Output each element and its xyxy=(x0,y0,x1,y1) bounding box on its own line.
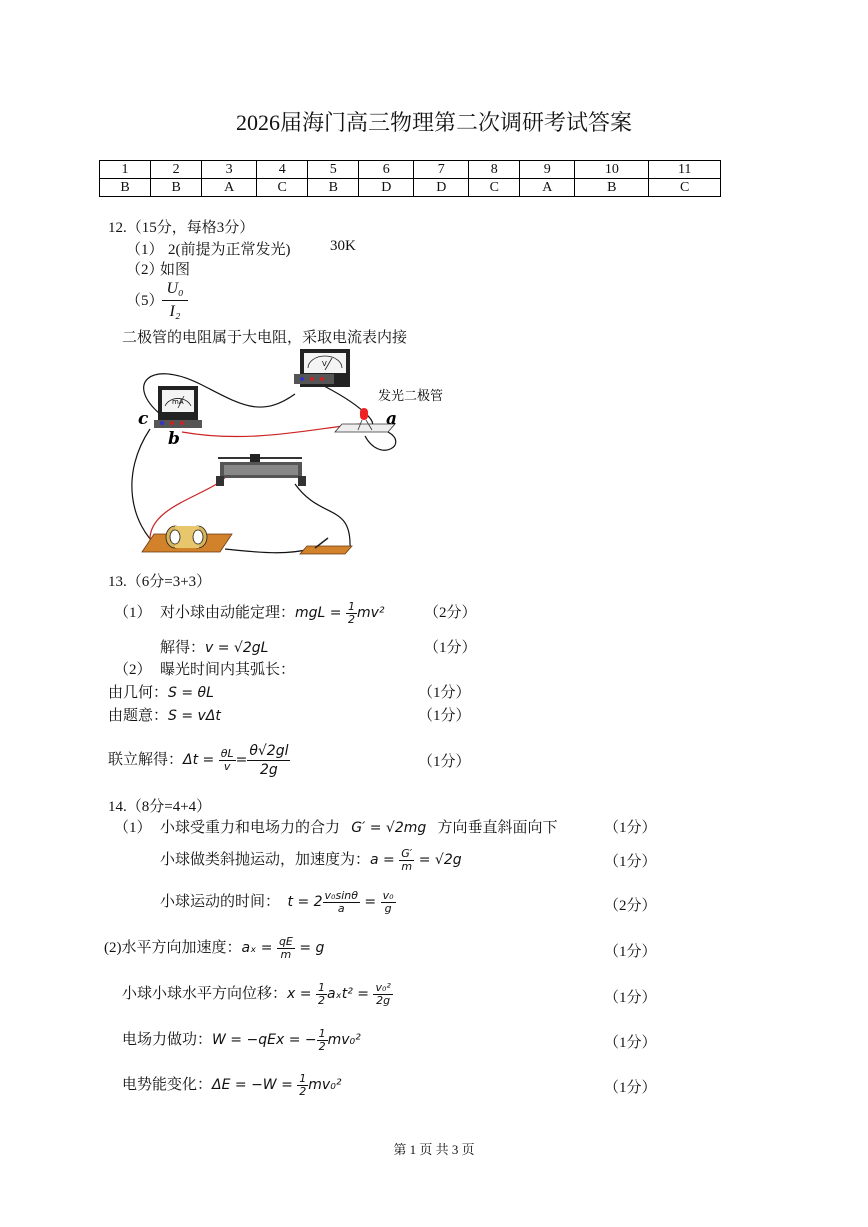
q14-l1-score: （1分） xyxy=(604,820,657,836)
led-label: 发光二极管 xyxy=(378,389,444,404)
fraction xyxy=(381,890,396,915)
wire-ma-to-battery xyxy=(132,429,160,549)
fraction-denominator: 2g xyxy=(260,762,278,778)
q14-l4 xyxy=(104,936,324,961)
table-cell: 9 xyxy=(520,161,575,179)
fraction xyxy=(317,1028,328,1053)
q14-l6-math-b: mv₀² xyxy=(327,1032,361,1048)
fraction-denominator: 2 xyxy=(317,994,325,1008)
q14-l6-score: （1分） xyxy=(604,1035,657,1051)
q14-l7-desc: 电势能变化： xyxy=(122,1077,213,1093)
table-cell: B xyxy=(308,179,359,197)
wire-led-a xyxy=(365,432,396,450)
milliammeter xyxy=(154,386,202,428)
table-cell: B xyxy=(575,179,649,197)
table-cell: 2 xyxy=(151,161,202,179)
q13-l5 xyxy=(108,704,221,725)
table-cell: 8 xyxy=(469,161,520,179)
q14-l5-score: （1分） xyxy=(604,990,657,1006)
table-cell: 10 xyxy=(575,161,649,179)
q14-l1 xyxy=(160,816,558,837)
q14-l1-desc: 小球受重力和电场力的合力 xyxy=(160,820,341,836)
fraction xyxy=(346,601,357,626)
table-cell: B xyxy=(100,179,151,197)
q14-l5 xyxy=(122,982,393,1007)
wire-ma-to-led-red xyxy=(182,424,360,437)
fraction-numerator: v₀ xyxy=(382,889,394,903)
table-cell: 4 xyxy=(257,161,308,179)
wire-battery-to-switch xyxy=(225,549,310,553)
fraction-numerator: θ√2gl xyxy=(249,743,289,759)
switch xyxy=(300,538,352,554)
q13-l6-score: （1分） xyxy=(418,754,471,770)
fraction xyxy=(277,936,295,961)
q13-l4 xyxy=(108,681,214,702)
table-cell: D xyxy=(414,179,469,197)
q12-part1-label: （1） xyxy=(126,242,164,258)
table-cell: C xyxy=(257,179,308,197)
answer-number-row xyxy=(100,161,721,179)
table-cell: A xyxy=(520,179,575,197)
fraction xyxy=(219,748,236,773)
led xyxy=(360,408,368,420)
q13-l2-desc: 解得： xyxy=(160,640,206,656)
answer-letter-row xyxy=(100,179,721,197)
q14-l4-desc: (2)水平方向加速度： xyxy=(104,940,242,956)
q12-part5-fraction xyxy=(162,278,188,323)
q14-l7-math-a: ΔE = −W = xyxy=(212,1077,298,1093)
table-cell: 5 xyxy=(308,161,359,179)
q13-l4-desc: 由几何： xyxy=(108,685,169,701)
fraction xyxy=(297,1073,308,1098)
q14-l3-desc: 小球运动的时间： xyxy=(160,894,281,910)
q13-l1-desc: 对小球由动能定理： xyxy=(160,605,296,621)
q13-l2-math: v = √2gL xyxy=(205,640,269,656)
fraction-numerator: qE xyxy=(278,935,293,949)
q13-l3-label: （2） xyxy=(114,662,152,678)
q13-l6-desc: 联立解得： xyxy=(108,751,184,768)
fraction-denominator: m xyxy=(280,948,292,962)
fraction xyxy=(323,890,360,915)
q13-l6 xyxy=(108,742,290,779)
table-cell: C xyxy=(649,179,721,197)
q14-l5-math-a: x = xyxy=(287,986,316,1002)
q12-note: 二极管的电阻属于大电阻，采取电流表内接 xyxy=(122,330,408,346)
fraction xyxy=(373,982,392,1007)
fraction-denominator: 2g xyxy=(376,994,391,1008)
q12-part2-answer: 如图 xyxy=(160,262,191,278)
q14-l1-desc2: 方向垂直斜面向下 xyxy=(437,820,558,836)
fraction xyxy=(247,742,290,779)
q12-part1-answer: 2(前提为正常发光) xyxy=(168,242,291,258)
q14-l2-math-a: a = xyxy=(370,852,400,868)
fraction-numerator: 1 xyxy=(347,600,355,614)
rheostat xyxy=(216,454,306,486)
fraction-denominator: v xyxy=(223,760,231,773)
fraction-numerator: U₀ xyxy=(162,278,188,301)
label-b: b xyxy=(168,429,180,449)
meter-ma-label: mA xyxy=(172,398,184,406)
fraction-denominator: g xyxy=(384,902,392,916)
page-footer: 第 1 页 共 3 页 xyxy=(393,1142,475,1157)
q13-l4-score: （1分） xyxy=(418,685,471,701)
q13-l1-label: （1） xyxy=(114,605,152,621)
q12-part5-label: （5） xyxy=(126,293,164,309)
q14-l2-math-b: = √2g xyxy=(414,852,462,868)
q14-l7-score: （1分） xyxy=(604,1080,657,1096)
q14-l7-math-b: mv₀² xyxy=(308,1077,342,1093)
q14-heading: 14.（8分=4+4） xyxy=(108,799,212,815)
fraction-denominator: a xyxy=(337,902,345,916)
q13-l1-text xyxy=(160,601,385,626)
fraction-numerator: 1 xyxy=(318,1027,326,1041)
table-cell: 3 xyxy=(202,161,257,179)
q13-l4-math: S = θL xyxy=(168,685,214,701)
label-c: c xyxy=(138,409,149,429)
voltmeter xyxy=(294,349,350,387)
q14-l4-math-a: aₓ = xyxy=(241,940,277,956)
table-cell: 6 xyxy=(359,161,414,179)
q13-l6-math-a: Δt = xyxy=(183,751,219,768)
q14-l3-eq: = xyxy=(359,894,381,910)
q14-l6-math-a: W = −qEx = − xyxy=(212,1032,317,1048)
q13-l2 xyxy=(160,636,268,657)
q14-l4-score: （1分） xyxy=(604,944,657,960)
q14-l3-math-a: t = 2 xyxy=(287,894,323,910)
fraction-numerator: 1 xyxy=(317,981,325,995)
q14-l3-score: （2分） xyxy=(604,898,657,914)
circuit-diagram xyxy=(120,344,460,566)
q14-l2-desc: 小球做类斜抛运动，加速度为： xyxy=(160,852,371,868)
q14-l2-score: （1分） xyxy=(604,854,657,870)
fraction-numerator: θL xyxy=(220,747,234,760)
meter-v-label: V xyxy=(322,360,327,368)
table-cell: D xyxy=(359,179,414,197)
q13-l6-eq: = xyxy=(235,751,248,768)
fraction-denominator: 2 xyxy=(299,1085,307,1099)
q13-heading: 13.（6分=3+3） xyxy=(108,574,212,590)
q12-part1-answer-b: 30K xyxy=(330,238,356,254)
fraction xyxy=(316,982,327,1007)
q13-l1-math-a: mgL = xyxy=(295,605,346,621)
q13-l2-score: （1分） xyxy=(424,640,477,656)
fraction xyxy=(399,848,414,873)
fraction-denominator: m xyxy=(401,860,413,874)
q14-l6-desc: 电场力做功： xyxy=(122,1032,213,1048)
fraction-numerator: v₀² xyxy=(375,981,391,995)
table-cell: 11 xyxy=(649,161,721,179)
q14-l1-math: G′ = √2mg xyxy=(351,820,427,836)
q13-l1-score: （2分） xyxy=(424,605,477,621)
page-title: 2026届海门高三物理第二次调研考试答案 xyxy=(235,110,632,135)
q13-l3-text: 曝光时间内其弧长： xyxy=(160,662,296,678)
fraction-numerator: G′ xyxy=(401,847,413,861)
fraction-numerator: 1 xyxy=(299,1072,307,1086)
table-cell: 1 xyxy=(100,161,151,179)
q12-heading: 12.（15分，每格3分） xyxy=(108,220,255,236)
fraction-numerator: v₀sinθ xyxy=(324,889,358,903)
q13-l5-score: （1分） xyxy=(418,708,471,724)
q13-l5-desc: 由题意： xyxy=(108,708,169,724)
table-cell: C xyxy=(469,179,520,197)
q14-l7 xyxy=(122,1073,341,1098)
q14-l6 xyxy=(122,1028,361,1053)
answer-table xyxy=(99,160,721,197)
fraction-denominator: I₂ xyxy=(169,303,181,320)
q14-l5-math-b: aₓt² = xyxy=(326,986,374,1002)
fraction-denominator: 2 xyxy=(347,613,355,627)
q12-part2-label: （2） xyxy=(126,262,164,278)
q13-l1-math-b: mv² xyxy=(356,605,385,621)
q14-l5-desc: 小球小球水平方向位移： xyxy=(122,986,288,1002)
fraction-denominator: 2 xyxy=(318,1040,326,1054)
q14-l4-math-b: = g xyxy=(294,940,325,956)
q13-l5-math: S = vΔt xyxy=(168,708,221,724)
battery-pack xyxy=(142,526,232,552)
table-cell: A xyxy=(202,179,257,197)
label-a: a xyxy=(386,409,398,429)
table-cell: B xyxy=(151,179,202,197)
q14-l1-label: （1） xyxy=(114,820,152,836)
table-cell: 7 xyxy=(414,161,469,179)
q14-l2 xyxy=(160,848,462,873)
q14-l3 xyxy=(160,890,396,915)
